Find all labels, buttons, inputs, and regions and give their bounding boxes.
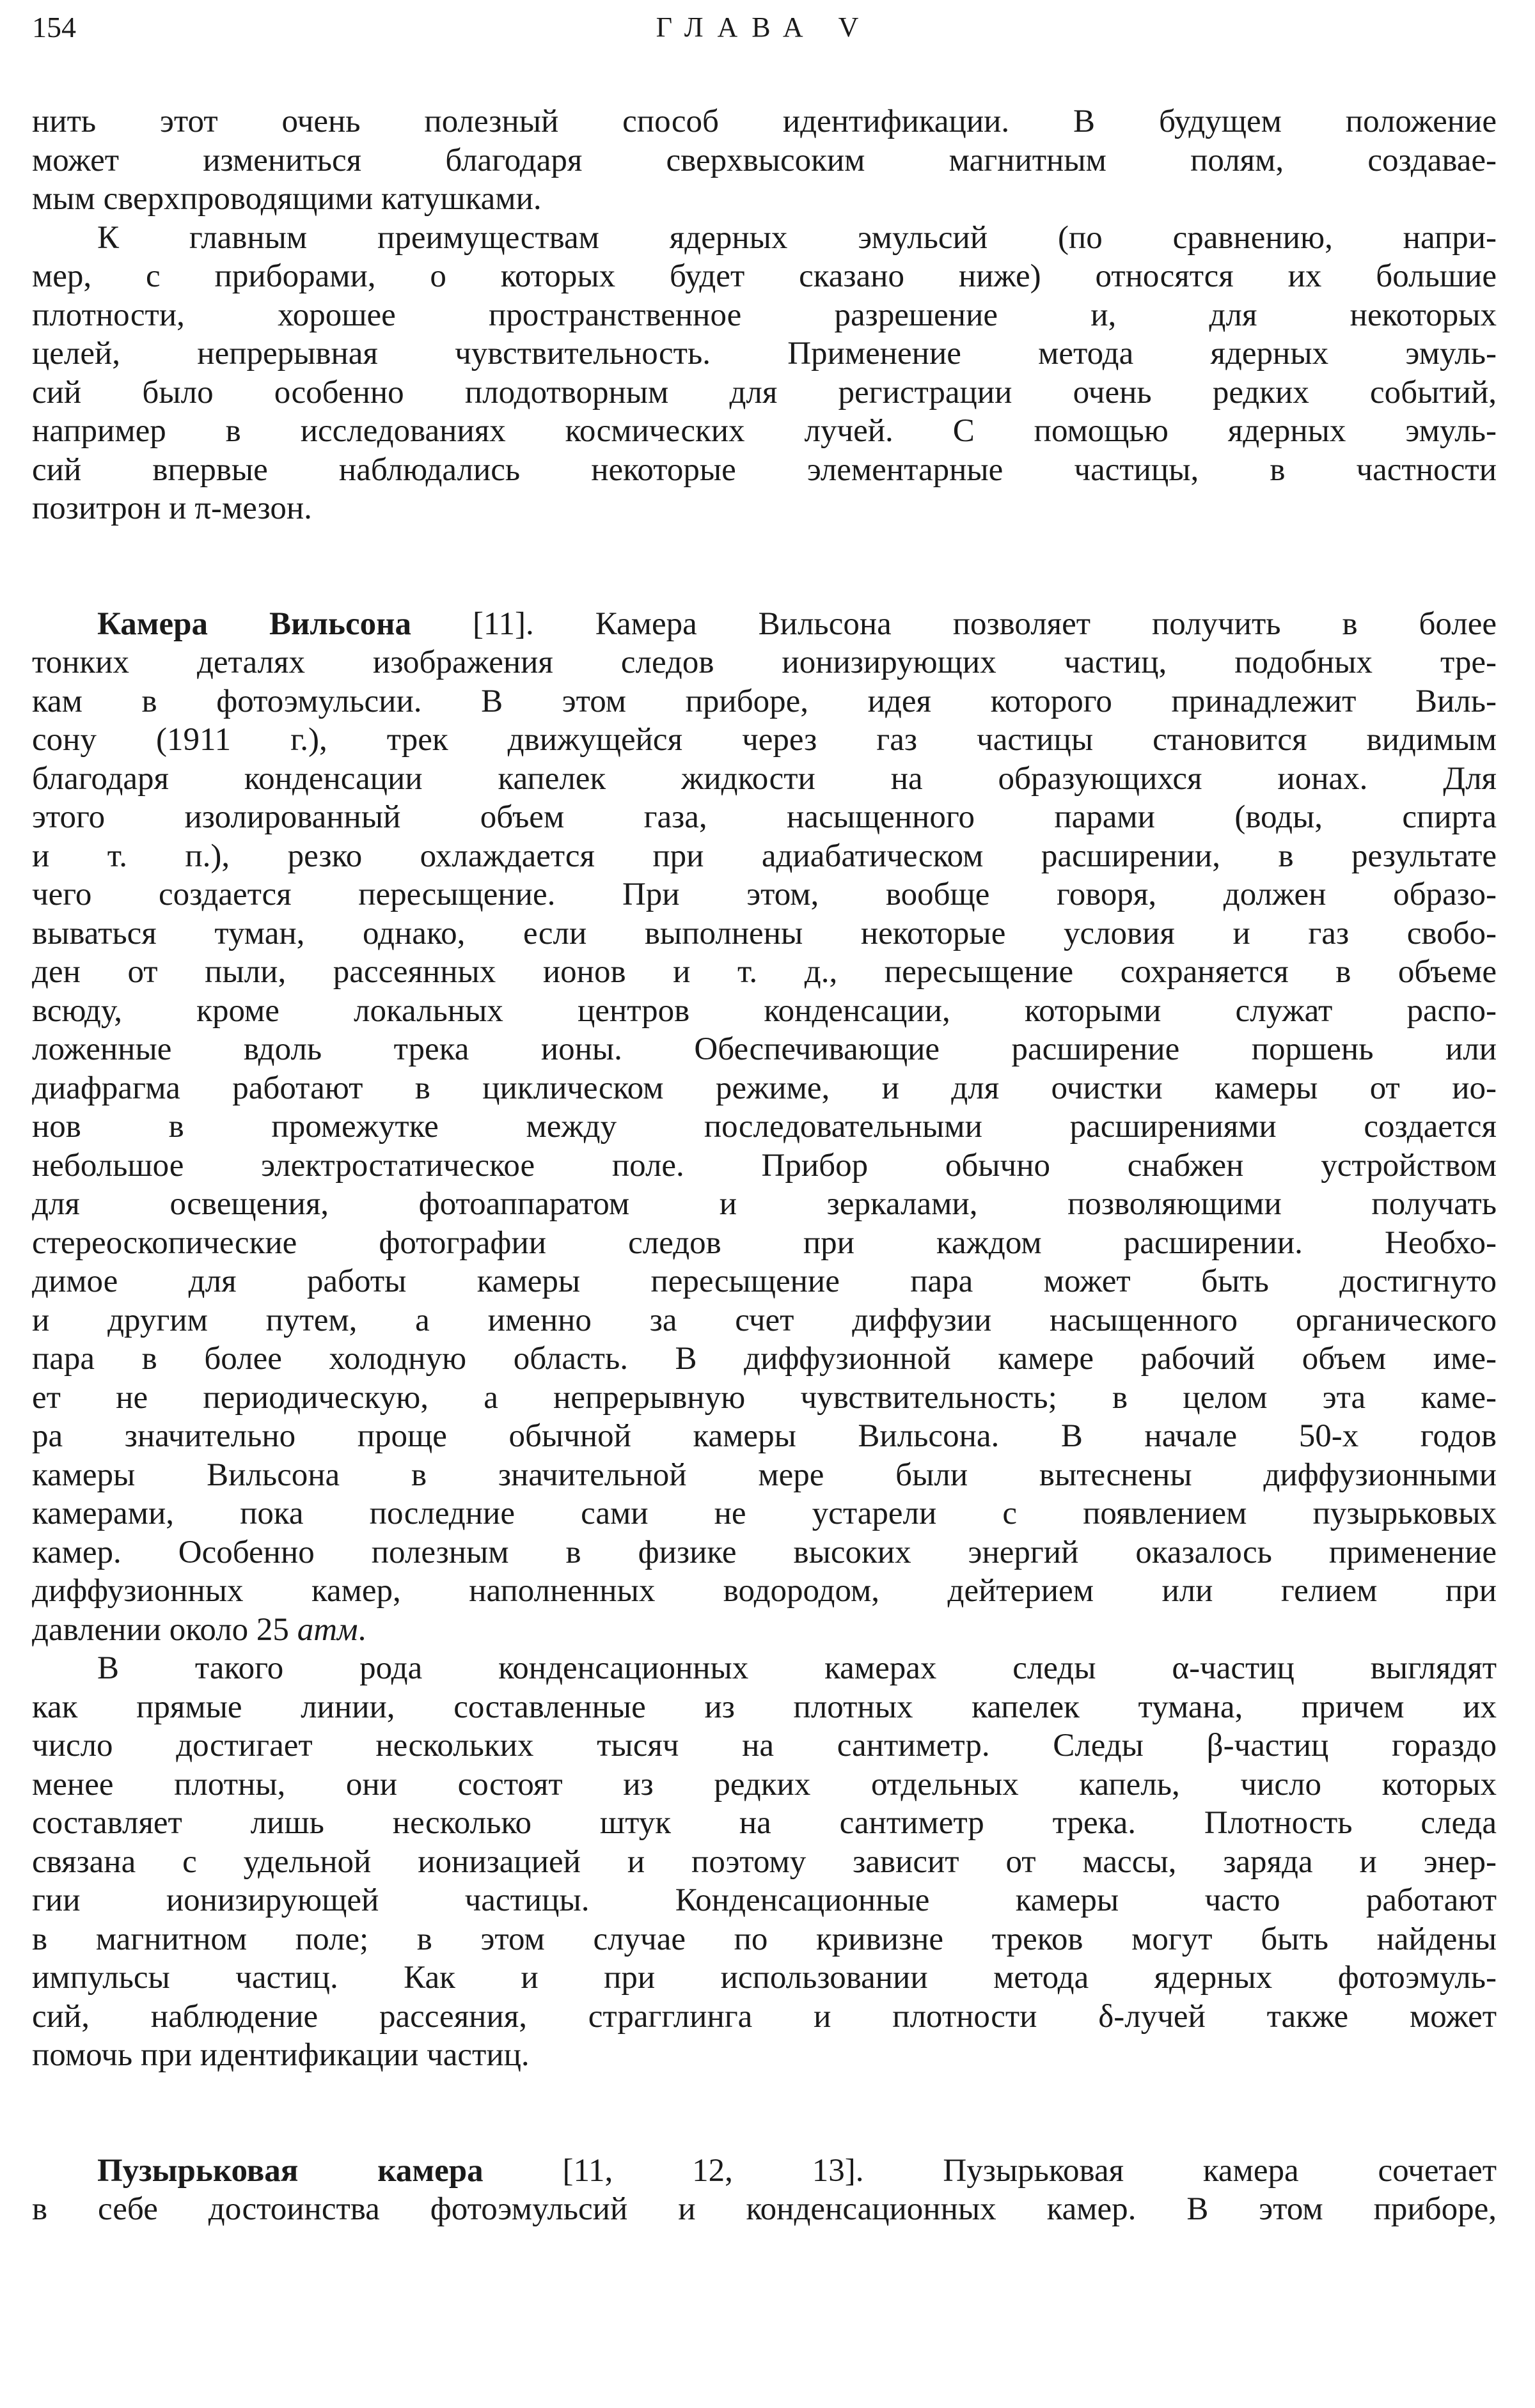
text-line: и т. п.), резко охлаждается при адиабатическом расширении, в результате bbox=[32, 838, 1497, 874]
text-line: вываться туман, однако, если выполнены некоторые условия и газ свобо- bbox=[32, 915, 1497, 951]
text-line: менее плотны, они состоят из редких отдельных капель, число которых bbox=[32, 1766, 1497, 1802]
text-line: К главным преимуществам ядерных эмульсий (по сравнению, напри- bbox=[97, 219, 1497, 256]
text-line: чего создается пересыщение. При этом, вообще говоря, должен образо- bbox=[32, 877, 1497, 912]
text-line: мер, с приборами, о которых будет сказано ниже) относятся их большие bbox=[32, 258, 1497, 294]
text-line: небольшое электростатическое поле. Прибор обычно снабжен устройством bbox=[32, 1147, 1497, 1184]
text-line: число достигает нескольких тысяч на сантиметр. Следы β-частиц гораздо bbox=[32, 1728, 1497, 1763]
text-line: всюду, кроме локальных центров конденсации, которыми служат распо- bbox=[32, 992, 1497, 1029]
text-line: нов в промежутке между последовательными расширениями создается bbox=[32, 1109, 1497, 1145]
text-line: и другим путем, а именно за счет диффузии насыщенного органического bbox=[32, 1302, 1497, 1338]
section-heading-bubble-chamber: Пузырьковая камера bbox=[97, 2152, 484, 2189]
text-line: в себе достоинства фотоэмульсий и конденсационных камер. В этом приборе, bbox=[32, 2191, 1497, 2227]
text-line: сий впервые наблюдались некоторые элементарные частицы, в частности bbox=[32, 451, 1497, 488]
text-line: кам в фотоэмульсии. В этом приборе, идея которого принадлежит Виль- bbox=[32, 683, 1497, 719]
text-line: в магнитном поле; в этом случае по кривизне треков могут быть найдены bbox=[32, 1921, 1497, 1957]
text-line: позитрон и π-мезон. bbox=[32, 490, 312, 526]
text-line: стереоскопические фотографии следов при каждом расширении. Необхо- bbox=[32, 1224, 1497, 1261]
section-heading-wilson-chamber: Камера Вильсона bbox=[97, 606, 411, 642]
page-number: 154 bbox=[32, 11, 76, 43]
text-line: камерами, пока последние сами не устарели с появлением пузырьковых bbox=[32, 1496, 1497, 1531]
section-gap bbox=[32, 528, 1497, 605]
heading-reference: [11, 12, 13]. bbox=[483, 2152, 943, 2189]
paragraph-condensation-tracks bbox=[32, 1649, 1497, 2075]
text-line: камеры Вильсона в значительной мере были вытеснены диффузионными bbox=[32, 1457, 1497, 1493]
text-line: для освещения, фотоаппаратом и зеркалами, позволяющими получать bbox=[32, 1186, 1497, 1222]
text-line bbox=[32, 2152, 1497, 2191]
text-segment: Пузырьковая камера сочетает bbox=[943, 2152, 1497, 2189]
text-line: например в исследованиях космических лучей. С помощью ядерных эмуль- bbox=[32, 413, 1497, 449]
text-line: диффузионных камер, наполненных водородом, дейтерием или гелием при bbox=[32, 1573, 1497, 1609]
text-segment: Камера Вильсона позволяет получить в более bbox=[595, 606, 1497, 642]
heading-reference: [11]. bbox=[411, 606, 595, 642]
text-line: благодаря конденсации капелек жидкости на образующихся ионах. Для bbox=[32, 760, 1497, 797]
paragraph-wilson-chamber bbox=[32, 605, 1497, 1650]
text-line: нить этот очень полезный способ идентификации. В будущем положение bbox=[32, 104, 1497, 139]
text-line: сий было особенно плодотворным для регистрации очень редких событий, bbox=[32, 374, 1497, 410]
unit-atm: атм bbox=[297, 1611, 358, 1648]
text-line: тонких деталях изображения следов ионизирующих частиц, подобных тре- bbox=[32, 645, 1497, 680]
chapter-title: ГЛАВА V bbox=[656, 12, 873, 43]
text-line: помочь при идентификации частиц. bbox=[32, 2037, 530, 2073]
text-line: ден от пыли, рассеянных ионов и т. д., пересыщение сохраняется в объеме bbox=[32, 954, 1497, 990]
text-line bbox=[32, 605, 1497, 644]
text-line: ложенные вдоль трека ионы. Обеспечивающие расширение поршень или bbox=[32, 1031, 1497, 1067]
document-page bbox=[32, 0, 1497, 2408]
text-line: сий, наблюдение рассеяния, страгглинга и плотности δ-лучей также может bbox=[32, 1998, 1497, 2035]
text-line: мым сверхпроводящими катушками. bbox=[32, 181, 542, 217]
text-line: ра значительно проще обычной камеры Вильсона. В начале 50-х годов bbox=[32, 1418, 1497, 1454]
text-line: импульсы частиц. Как и при использовании метода ядерных фотоэмуль- bbox=[32, 1960, 1497, 1996]
text-line: связана с удельной ионизацией и поэтому зависит от массы, заряда и энер- bbox=[32, 1843, 1497, 1880]
paragraph-continuation bbox=[32, 102, 1497, 219]
text-line: камер. Особенно полезным в физике высоких энергий оказалось применение bbox=[32, 1534, 1497, 1570]
text-line: диафрагма работают в циклическом режиме, и для очистки камеры от ио- bbox=[32, 1070, 1497, 1106]
text-line: В такого рода конденсационных камерах следы α-частиц выглядят bbox=[97, 1650, 1497, 1686]
text-line bbox=[32, 1611, 1497, 1650]
text-line: димое для работы камеры пересыщение пара может быть достигнуто bbox=[32, 1263, 1497, 1299]
text-line: плотности, хорошее пространственное разрешение и, для некоторых bbox=[32, 297, 1497, 333]
text-line: как прямые линии, составленные из плотных капелек тумана, причем их bbox=[32, 1689, 1497, 1725]
text-line: этого изолированный объем газа, насыщенного парами (воды, спирта bbox=[32, 799, 1497, 835]
section-gap bbox=[32, 2075, 1497, 2152]
text-line: составляет лишь несколько штук на сантиметр трека. Плотность следа bbox=[32, 1805, 1497, 1841]
text-line: целей, непрерывная чувствительность. Применение метода ядерных эмуль- bbox=[32, 336, 1497, 371]
running-head bbox=[32, 5, 1497, 50]
paragraph-bubble-chamber bbox=[32, 2152, 1497, 2229]
text-segment: давлении около 25 bbox=[32, 1611, 297, 1648]
text-line: пара в более холодную область. В диффузионной камере рабочий объем име- bbox=[32, 1341, 1497, 1377]
body-text bbox=[32, 102, 1497, 2229]
text-line: сону (1911 г.), трек движущейся через газ частицы становится видимым bbox=[32, 722, 1497, 758]
text-line: гии ионизирующей частицы. Конденсационные камеры часто работают bbox=[32, 1882, 1497, 1918]
paragraph-emulsion-advantages bbox=[32, 219, 1497, 528]
text-line: ет не периодическую, а непрерывную чувствительность; в целом эта каме- bbox=[32, 1379, 1497, 1416]
text-segment: . bbox=[358, 1611, 366, 1648]
text-line: может измениться благодаря сверхвысоким магнитным полям, создавае- bbox=[32, 142, 1497, 178]
